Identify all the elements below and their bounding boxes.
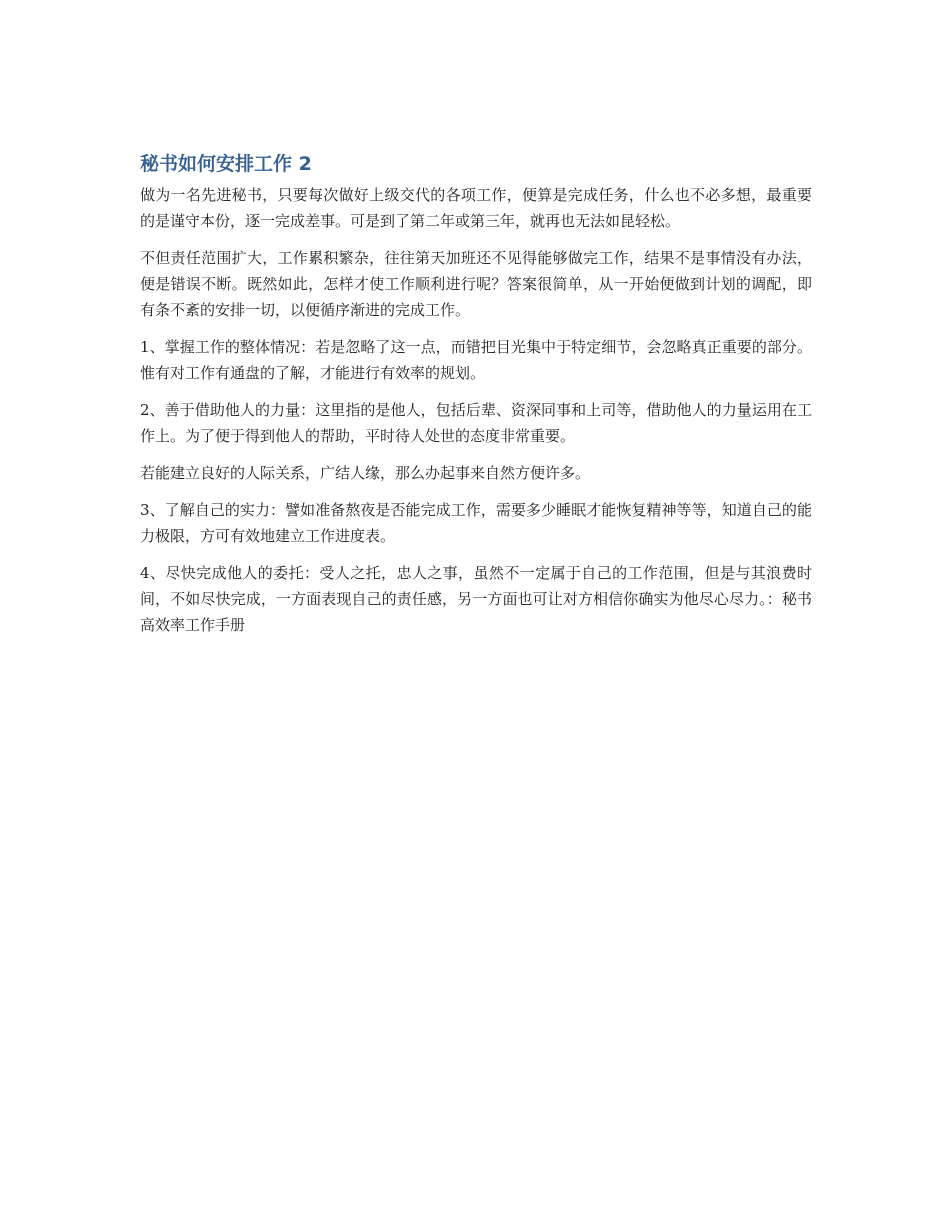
- paragraph-point-3: 3、了解自己的实力：譬如准备熬夜是否能完成工作，需要多少睡眠才能恢复精神等等，知道自己的能力极限，方可有效地建立工作进度表。: [140, 501, 812, 545]
- document-title: 秘书如何安排工作 2: [140, 153, 312, 175]
- paragraph-point-2: 2、善于借助他人的力量：这里指的是他人，包括后辈、资深同事和上司等，借助他人的力量运用在工作上。为了便于得到他人的帮助，平时待人处世的态度非常重要。: [140, 401, 812, 445]
- document-body: [140, 150, 812, 649]
- paragraph-point-1: 1、掌握工作的整体情况：若是忽略了这一点，而错把目光集中于特定细节，会忽略真正重要的部分。惟有对工作有通盘的了解，才能进行有效率的规划。: [140, 338, 812, 382]
- paragraph-point-4: 4、尽快完成他人的委托：受人之托，忠人之事，虽然不一定属于自己的工作范围，但是与其浪费时间，不如尽快完成，一方面表现自己的责任感，另一方面也可让对方相信你确实为他尽心尽力。：秘书高效率工作手册: [140, 564, 812, 634]
- paragraph-relationships: 若能建立良好的人际关系，广结人缘，那么办起事来自然方便许多。: [140, 464, 591, 482]
- paragraph-intro: 做为一名先进秘书，只要每次做好上级交代的各项工作，便算是完成任务，什么也不必多想，最重要的是谨守本份，逐一完成差事。可是到了第二年或第三年，就再也无法如昆轻松。: [140, 186, 812, 230]
- paragraph-problem: 不但责任范围扩大，工作累积繁杂，往往第天加班还不见得能够做完工作，结果不是事情没有办法，便是错误不断。既然如此，怎样才使工作顺利进行呢？答案很简单，从一开始便做到计划的调配，即有条不紊的安排一切，以便循序渐进的完成工作。: [140, 249, 812, 319]
